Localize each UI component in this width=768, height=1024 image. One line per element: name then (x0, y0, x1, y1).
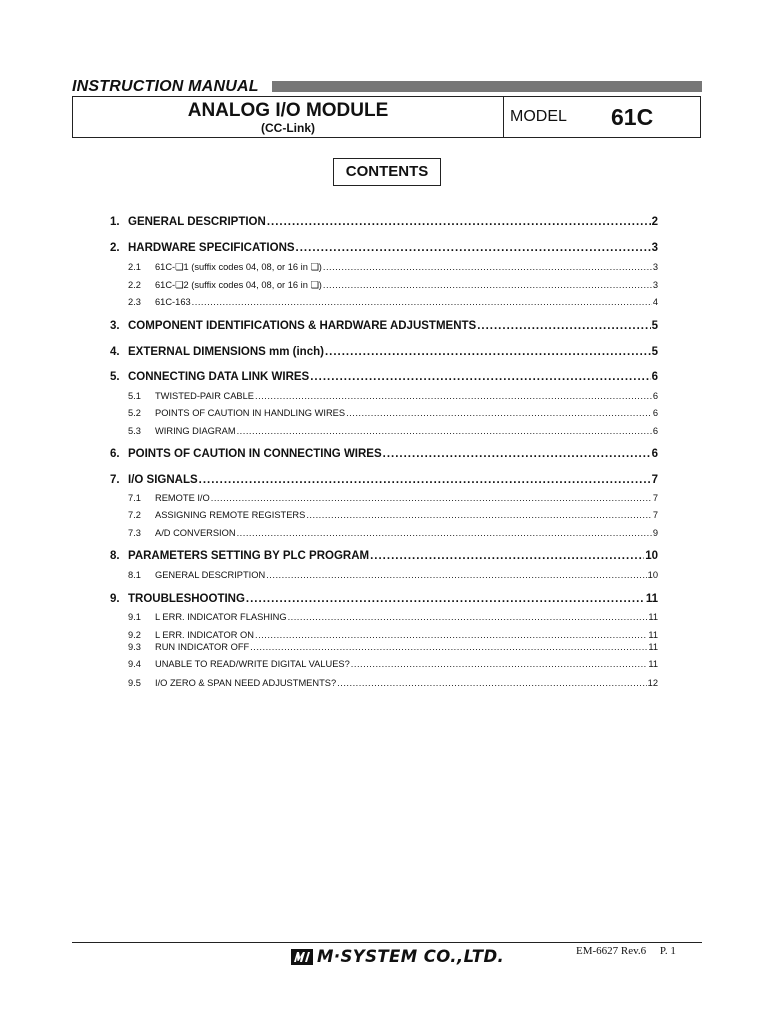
toc-leader (310, 371, 650, 383)
toc-page: 9 (652, 528, 658, 538)
toc-page: 5 (651, 346, 658, 358)
toc-subentry[interactable] (110, 528, 658, 538)
toc-label: ASSIGNING REMOTE REGISTERS (155, 510, 306, 520)
toc-label: I/O SIGNALS (128, 474, 198, 486)
toc-subentry[interactable] (110, 570, 658, 580)
toc-number: 5.1 (128, 391, 141, 401)
toc-label: PARAMETERS SETTING BY PLC PROGRAM (128, 550, 370, 562)
toc-page: 5 (651, 320, 658, 332)
toc-label: L ERR. INDICATOR ON (155, 630, 255, 640)
toc-subentry[interactable] (110, 297, 658, 307)
toc-leader (337, 678, 647, 688)
toc-number: 5.3 (128, 426, 141, 436)
toc-number: 9.1 (128, 612, 141, 622)
toc-leader (306, 510, 652, 520)
toc-leader (383, 448, 651, 460)
toc-leader (351, 659, 648, 669)
toc-label: REMOTE I/O (155, 493, 210, 503)
toc-number: 2. (110, 242, 120, 254)
toc-leader (267, 216, 651, 228)
toc-label: 61C-❏2 (suffix codes 04, 08, or 16 in ❏) (155, 280, 322, 290)
toc-leader (477, 320, 650, 332)
toc-subentry[interactable] (110, 408, 658, 418)
toc-subentry[interactable] (110, 280, 658, 291)
toc-page: 10 (645, 550, 658, 562)
toc-number: 3. (110, 320, 120, 332)
toc-number: 4. (110, 346, 120, 358)
toc-label: UNABLE TO READ/WRITE DIGITAL VALUES? (155, 659, 350, 669)
toc-label: WIRING DIAGRAM (155, 426, 236, 436)
toc-number: 9.3 (128, 642, 141, 652)
contents-heading: CONTENTS (333, 158, 441, 186)
toc-page: 7 (651, 474, 658, 486)
toc-page: 6 (651, 371, 658, 383)
toc-label: I/O ZERO & SPAN NEED ADJUSTMENTS? (155, 678, 337, 688)
toc-leader (255, 391, 652, 401)
document-title: ANALOG I/O MODULE (187, 100, 389, 121)
toc-page: 7 (652, 510, 658, 520)
toc-leader (346, 408, 652, 418)
toc-number: 6. (110, 448, 120, 460)
toc-page: 2 (651, 216, 658, 228)
toc-number: 2.1 (128, 262, 141, 272)
toc-page: 11 (645, 593, 658, 605)
toc-page: 3 (652, 280, 658, 290)
toc-page: 6 (651, 448, 658, 460)
header-row (72, 78, 702, 96)
toc-label: TROUBLESHOOTING (128, 593, 245, 605)
title-box (72, 96, 701, 138)
toc-label: RUN INDICATOR OFF (155, 642, 250, 652)
model-label: MODEL (510, 108, 567, 125)
toc-page: 11 (648, 642, 658, 652)
toc-entry[interactable] (110, 346, 658, 358)
toc-page: 11 (648, 612, 658, 622)
toc-number: 9. (110, 593, 120, 605)
toc-number: 9.2 (128, 630, 141, 640)
toc-number: 7.3 (128, 528, 141, 538)
toc-entry[interactable] (110, 550, 658, 562)
toc-number: 9.4 (128, 659, 141, 669)
manual-title: INSTRUCTION MANUAL (72, 78, 259, 95)
document-id-page: EM-6627 Rev.6 P. 1 (576, 945, 676, 957)
toc-number: 7.2 (128, 510, 141, 520)
toc-label: GENERAL DESCRIPTION (155, 570, 266, 580)
toc-subentry[interactable] (110, 612, 658, 622)
toc-page: 4 (652, 297, 658, 307)
toc-subentry[interactable] (110, 678, 658, 688)
toc-leader (255, 630, 647, 640)
toc-leader (296, 242, 651, 254)
toc-subentry[interactable] (110, 493, 658, 503)
company-name: M·SYSTEM CO.,LTD. (317, 947, 505, 966)
toc-page: 11 (648, 630, 658, 640)
toc-label: EXTERNAL DIMENSIONS mm (inch) (128, 346, 324, 358)
toc-leader (325, 346, 651, 358)
toc-page: 11 (648, 659, 658, 669)
toc-page: 12 (647, 678, 658, 688)
toc-entry[interactable] (110, 216, 658, 228)
toc-label: POINTS OF CAUTION IN CONNECTING WIRES (128, 448, 382, 460)
toc-subentry[interactable] (110, 391, 658, 401)
header-bar (272, 81, 702, 92)
toc-label: TWISTED-PAIR CABLE (155, 391, 255, 401)
toc-leader (237, 426, 652, 436)
toc-entry[interactable] (110, 320, 658, 332)
toc-entry[interactable] (110, 474, 658, 486)
toc-page: 6 (652, 391, 658, 401)
toc-number: 8. (110, 550, 120, 562)
m-system-logo-icon (291, 949, 313, 965)
toc-leader (192, 297, 652, 307)
toc-label: L ERR. INDICATOR FLASHING (155, 612, 287, 622)
toc-number: 5. (110, 371, 120, 383)
title-left-cell (73, 97, 504, 137)
toc-page: 10 (647, 570, 658, 580)
toc-label: 61C-163 (155, 297, 191, 307)
document-subtitle: (CC-Link) (261, 121, 315, 135)
footer-rule (72, 942, 702, 943)
toc-number: 1. (110, 216, 120, 228)
toc-page: 3 (652, 262, 658, 272)
toc-number: 8.1 (128, 570, 141, 580)
company-logo (291, 947, 504, 966)
toc-number: 9.5 (128, 678, 141, 688)
toc-subentry[interactable] (110, 630, 658, 640)
toc-leader (199, 474, 651, 486)
toc-number: 7.1 (128, 493, 141, 503)
toc-page: 6 (652, 426, 658, 436)
toc-label: HARDWARE SPECIFICATIONS (128, 242, 295, 254)
toc-page: 7 (652, 493, 658, 503)
toc-leader (323, 280, 652, 290)
toc-label: GENERAL DESCRIPTION (128, 216, 266, 228)
toc-subentry[interactable] (110, 510, 658, 520)
toc-number: 5.2 (128, 408, 141, 418)
toc-number: 2.2 (128, 280, 141, 290)
toc-entry[interactable] (110, 448, 658, 460)
model-value: 61C (611, 104, 654, 130)
toc-leader (370, 550, 644, 562)
toc-leader (250, 642, 647, 652)
toc-number: 7. (110, 474, 120, 486)
toc-subentry[interactable] (110, 642, 658, 652)
toc-entry[interactable] (110, 593, 658, 605)
toc-subentry[interactable] (110, 659, 658, 669)
toc-label: CONNECTING DATA LINK WIRES (128, 371, 310, 383)
toc-subentry[interactable] (110, 426, 658, 436)
toc-label: POINTS OF CAUTION IN HANDLING WIRES (155, 408, 346, 418)
toc-page: 6 (652, 408, 658, 418)
toc-entry[interactable] (110, 371, 658, 383)
toc-leader (211, 493, 652, 503)
toc-label: A/D CONVERSION (155, 528, 236, 538)
toc-label: 61C-❏1 (suffix codes 04, 08, or 16 in ❏) (155, 262, 322, 272)
toc-subentry[interactable] (110, 262, 658, 273)
toc-number: 2.3 (128, 297, 141, 307)
toc-leader (323, 262, 652, 272)
toc-leader (237, 528, 652, 538)
toc-entry[interactable] (110, 242, 658, 254)
toc-leader (246, 593, 645, 605)
toc-leader (266, 570, 646, 580)
toc-label: COMPONENT IDENTIFICATIONS & HARDWARE ADJUSTMENTS (128, 320, 477, 332)
toc-leader (288, 612, 648, 622)
toc-page: 3 (651, 242, 658, 254)
